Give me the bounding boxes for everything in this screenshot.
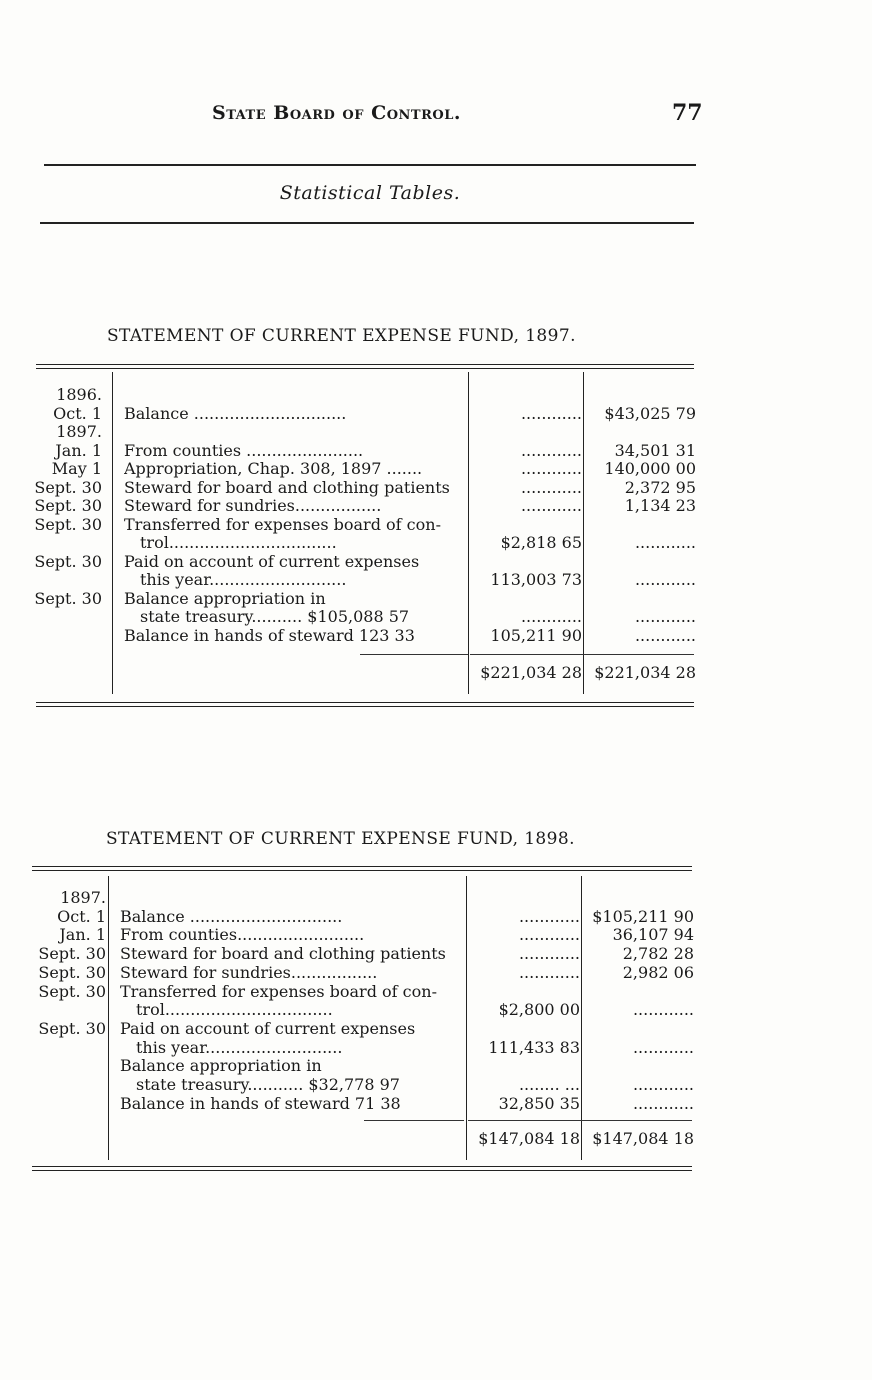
- date-cell: [26, 1001, 106, 1019]
- date-cell: Jan. 1: [59, 925, 106, 945]
- column-divider: [108, 876, 109, 1160]
- date-cell: Sept. 30: [38, 1018, 106, 1038]
- amount-cell: ............: [632, 1075, 694, 1094]
- amount-cell: [583, 1057, 694, 1075]
- date-cell: [26, 1095, 106, 1113]
- date-cell: [30, 608, 102, 626]
- amount-cell: [585, 423, 696, 441]
- date-cell: [30, 534, 102, 552]
- running-head: [0, 100, 872, 130]
- page-title: State Board of Control.: [212, 102, 461, 124]
- description-cell: Steward for sundries.................: [124, 497, 382, 515]
- amount-cell: ............: [634, 625, 696, 645]
- description-cell: Balance ..............................: [124, 404, 347, 423]
- table-top-rule: [36, 364, 694, 369]
- description-cell: Transferred for expenses board of con-: [124, 515, 441, 534]
- amount-cell: [583, 1020, 694, 1038]
- date-cell: Sept. 30: [34, 588, 102, 608]
- date-cell: Sept. 30: [38, 944, 106, 964]
- date-cell: [26, 1076, 106, 1094]
- amount-cell: [468, 1057, 580, 1075]
- amount-cell: ............: [520, 440, 582, 460]
- description-cell: Balance in hands of steward 123 33: [124, 626, 415, 645]
- amount-cell: ............: [518, 962, 580, 982]
- column-divider: [466, 876, 467, 1160]
- total-cell: $221,034 28: [480, 663, 582, 682]
- amount-cell: [585, 590, 696, 608]
- sum-rule: [470, 654, 694, 655]
- date-cell: [26, 1039, 106, 1057]
- sum-rule: [468, 1120, 692, 1121]
- amount-cell: 140,000 00: [604, 459, 696, 478]
- amount-cell: ............: [518, 925, 580, 945]
- sum-rule: [364, 1120, 464, 1121]
- date-cell: Sept. 30: [38, 962, 106, 982]
- column-divider: [583, 372, 584, 694]
- amount-cell: 113,003 73: [490, 570, 582, 589]
- amount-cell: $2,818 65: [500, 533, 582, 552]
- description-cell: Steward for board and clothing patients: [124, 478, 450, 497]
- column-divider: [112, 372, 113, 694]
- sum-rule: [360, 654, 468, 655]
- amount-cell: [470, 553, 582, 571]
- description-cell: trol.................................: [140, 534, 337, 552]
- description-cell: Steward for sundries.................: [120, 963, 378, 982]
- amount-cell: [583, 983, 694, 1001]
- amount-cell: 36,107 94: [612, 925, 694, 945]
- amount-cell: [583, 889, 694, 907]
- description-cell: [124, 423, 466, 441]
- amount-cell: [585, 516, 696, 534]
- amount-cell: ............: [632, 1037, 694, 1057]
- amount-cell: [470, 423, 582, 441]
- amount-cell: [468, 889, 580, 907]
- page-number: 77: [672, 100, 703, 126]
- amount-cell: ............: [520, 459, 582, 478]
- amount-cell: 111,433 83: [488, 1037, 580, 1057]
- amount-cell: 1,134 23: [624, 496, 696, 515]
- date-cell: [30, 571, 102, 589]
- date-cell: 1896.: [56, 385, 102, 404]
- subtitle-rule: [40, 222, 694, 224]
- description-cell: Appropriation, Chap. 308, 1897 .......: [124, 460, 423, 478]
- date-cell: [26, 1057, 106, 1075]
- amount-cell: ............: [520, 477, 582, 497]
- date-cell: May 1: [51, 459, 102, 478]
- description-cell: this year...........................: [140, 571, 347, 589]
- table-bottom-rule: [36, 702, 694, 707]
- description-cell: Transferred for expenses board of con-: [120, 982, 437, 1001]
- amount-cell: 2,782 28: [622, 944, 694, 964]
- table-bottom-rule: [32, 1166, 692, 1171]
- date-cell: Oct. 1: [53, 403, 102, 423]
- description-cell: From counties.........................: [120, 926, 365, 945]
- amount-cell: ............: [632, 1093, 694, 1113]
- total-cell: $147,084 18: [592, 1129, 694, 1148]
- amount-cell: ........ ...: [518, 1075, 580, 1094]
- date-cell: Jan. 1: [55, 440, 102, 460]
- description-cell: state treasury.......... $105,088 57: [140, 608, 410, 626]
- amount-cell: [585, 386, 696, 404]
- amount-cell: [470, 590, 582, 608]
- date-cell: [30, 627, 102, 645]
- amount-cell: ............: [520, 607, 582, 626]
- description-cell: Paid on account of current expenses: [124, 552, 420, 571]
- date-cell: Sept. 30: [38, 981, 106, 1001]
- statement-title-1898: STATEMENT OF CURRENT EXPENSE FUND, 1898.: [106, 829, 575, 849]
- description-cell: Balance appropriation in: [120, 1057, 322, 1076]
- section-subtitle: Statistical Tables.: [279, 182, 461, 204]
- amount-cell: ............: [634, 607, 696, 626]
- date-cell: Oct. 1: [57, 906, 106, 926]
- amount-cell: ............: [518, 944, 580, 964]
- description-cell: Balance appropriation in: [124, 589, 326, 608]
- description-cell: Balance ..............................: [120, 907, 343, 926]
- amount-cell: 2,982 06: [622, 962, 694, 982]
- date-cell: Sept. 30: [34, 496, 102, 515]
- amount-cell: ............: [518, 906, 580, 926]
- amount-cell: 105,211 90: [490, 625, 582, 645]
- date-cell: Sept. 30: [34, 551, 102, 571]
- description-cell: [124, 386, 466, 404]
- date-cell: 1897.: [60, 888, 106, 907]
- description-cell: this year...........................: [136, 1038, 343, 1057]
- amount-cell: [468, 983, 580, 1001]
- amount-cell: ............: [520, 403, 582, 423]
- amount-cell: $105,211 90: [592, 906, 694, 926]
- amount-cell: ............: [634, 570, 696, 589]
- column-divider: [468, 372, 469, 694]
- description-cell: state treasury........... $32,778 97: [136, 1076, 400, 1094]
- amount-cell: $43,025 79: [604, 403, 696, 423]
- description-cell: Steward for board and clothing patients: [120, 945, 446, 964]
- description-cell: [120, 889, 464, 907]
- column-divider: [581, 876, 582, 1160]
- total-cell: $147,084 18: [478, 1129, 580, 1148]
- amount-cell: 34,501 31: [614, 440, 696, 460]
- table-top-rule: [32, 866, 692, 871]
- description-cell: From counties .......................: [124, 441, 364, 460]
- date-cell: Sept. 30: [34, 514, 102, 534]
- amount-cell: [470, 516, 582, 534]
- amount-cell: ............: [634, 533, 696, 552]
- amount-cell: $2,800 00: [498, 1000, 580, 1020]
- amount-cell: [585, 553, 696, 571]
- total-cell: $221,034 28: [594, 663, 696, 682]
- description-cell: trol.................................: [136, 1001, 333, 1020]
- amount-cell: ............: [632, 1000, 694, 1020]
- amount-cell: ............: [520, 496, 582, 515]
- amount-cell: [468, 1020, 580, 1038]
- date-cell: 1897.: [56, 422, 102, 441]
- amount-cell: [470, 386, 582, 404]
- date-cell: Sept. 30: [34, 477, 102, 497]
- statement-title-1897: STATEMENT OF CURRENT EXPENSE FUND, 1897.: [107, 326, 576, 346]
- amount-cell: 32,850 35: [498, 1093, 580, 1113]
- header-rule: [44, 164, 696, 166]
- amount-cell: 2,372 95: [624, 477, 696, 497]
- description-cell: Paid on account of current expenses: [120, 1019, 416, 1038]
- description-cell: Balance in hands of steward 71 38: [120, 1094, 401, 1113]
